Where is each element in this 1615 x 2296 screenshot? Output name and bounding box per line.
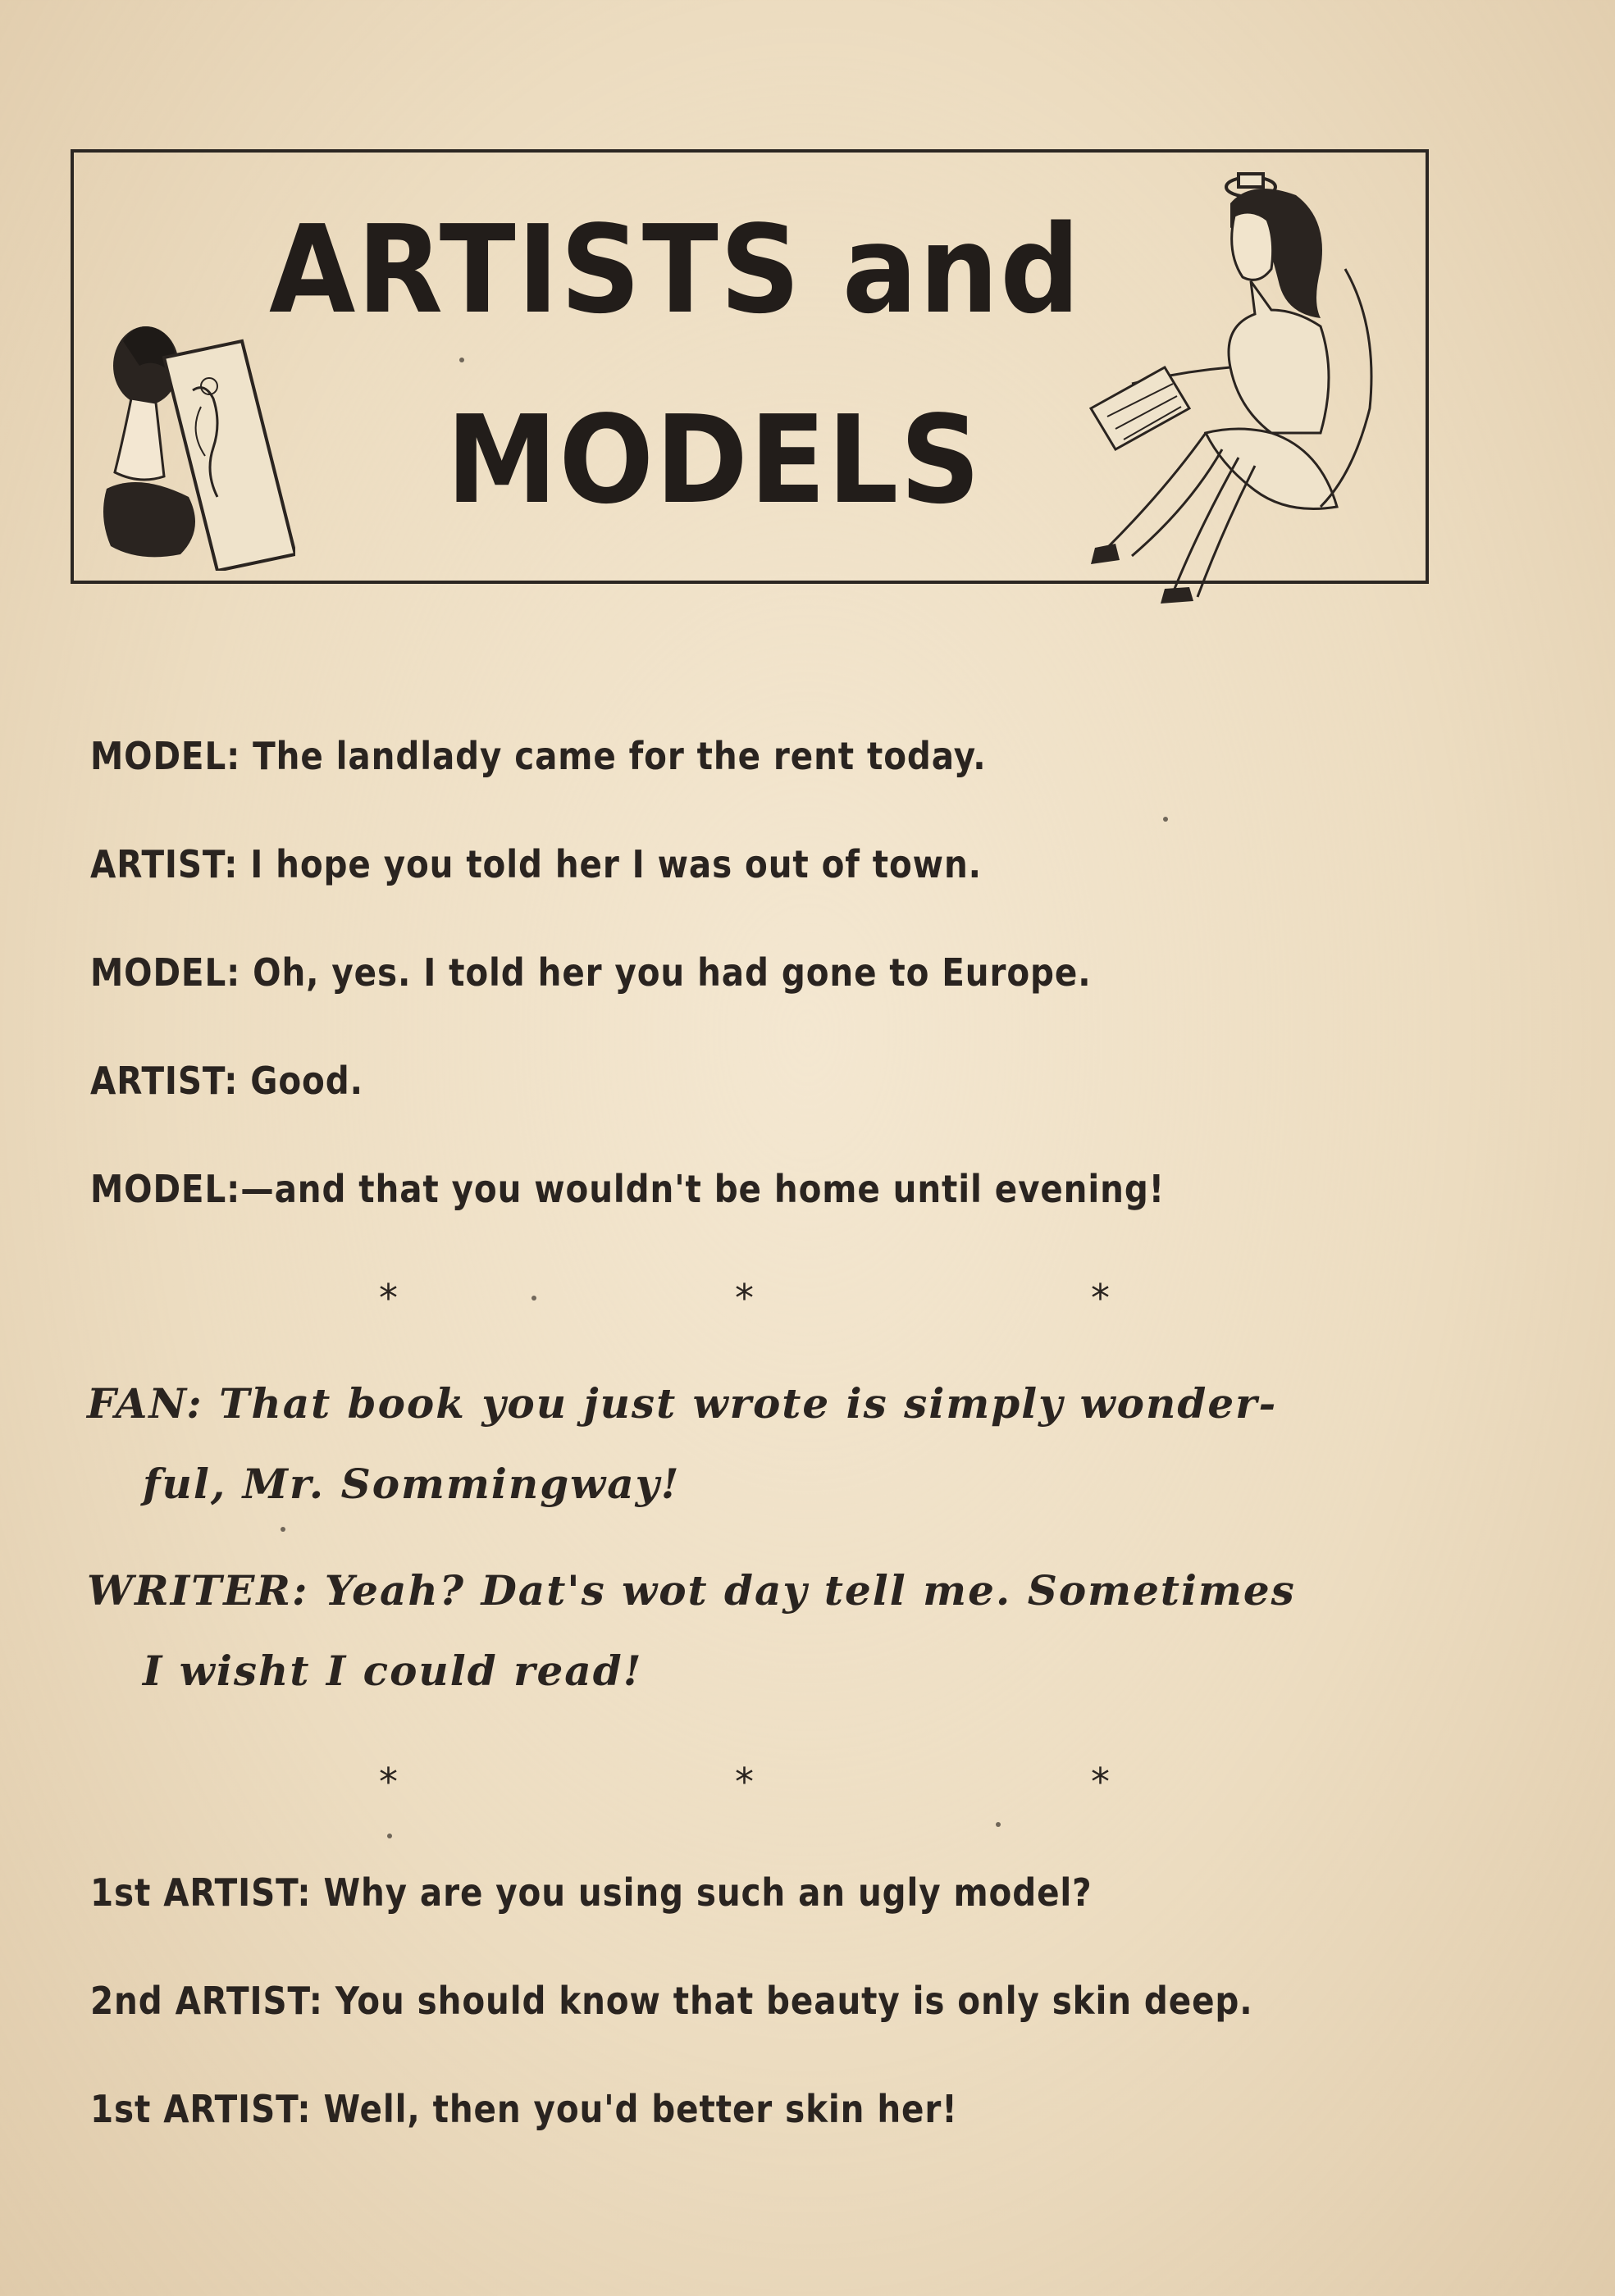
seated-model-illustration: [1074, 162, 1452, 605]
dialogue-line: MODEL:—and that you wouldn't be home until evening!: [90, 1167, 1166, 1211]
writer-line-1: WRITER: Yeah? Dat's wot day tell me. Sometimes: [87, 1566, 1296, 1615]
fan-line-2: ful, Mr. Sommingway!: [143, 1460, 681, 1508]
separator-star: *: [1091, 1276, 1110, 1320]
paper-speck: [996, 1822, 1001, 1827]
dialogue-line: 1st ARTIST: Well, then you'd better skin her!: [90, 2087, 958, 2131]
paper-speck: [387, 1834, 392, 1838]
page-title-line-2: MODELS: [446, 390, 983, 531]
artist-painting-illustration: [90, 308, 295, 571]
title-banner: [71, 149, 1429, 584]
dialogue-line: MODEL: Oh, yes. I told her you had gone to Europe.: [90, 950, 1092, 995]
separator-star: *: [735, 1276, 754, 1320]
dialogue-line: ARTIST: Good.: [90, 1059, 363, 1103]
dialogue-line: ARTIST: I hope you told her I was out of town.: [90, 842, 982, 886]
fan-dialogue: [87, 1363, 1432, 1525]
fan-line-1: FAN: That book you just wrote is simply wonder-: [87, 1379, 1278, 1428]
paper-speck: [281, 1527, 285, 1532]
section-separator: [0, 1760, 1615, 1809]
page-title-line-1: ARTISTS and: [269, 199, 1082, 340]
separator-star: *: [735, 1760, 754, 1804]
separator-star: *: [379, 1276, 398, 1320]
writer-dialogue: [87, 1550, 1432, 1712]
dialogue-line: 1st ARTIST: Why are you using such an ugly model?: [90, 1870, 1093, 1915]
paper-speck: [459, 358, 464, 362]
dialogue-line: 2nd ARTIST: You should know that beauty is only skin deep.: [90, 1979, 1253, 2023]
paper-speck: [531, 1296, 536, 1301]
writer-line-2: I wisht I could read!: [143, 1647, 643, 1695]
separator-star: *: [1091, 1760, 1110, 1804]
paper-speck: [1163, 817, 1168, 822]
section-separator: [0, 1276, 1615, 1325]
separator-star: *: [379, 1760, 398, 1804]
dialogue-line: MODEL: The landlady came for the rent today.: [90, 734, 987, 778]
